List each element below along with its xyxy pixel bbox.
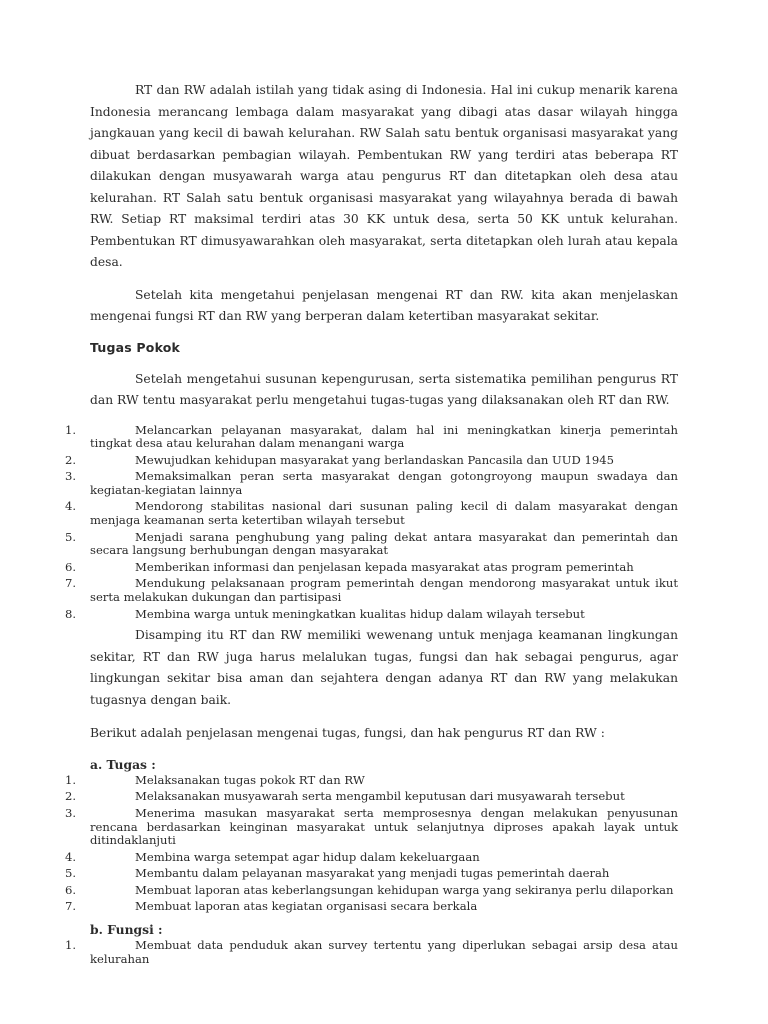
tugas-pokok-list xyxy=(0,424,678,622)
document-body xyxy=(65,80,678,969)
list-item: 2. Mewujudkan kehidupan masyarakat yang berlandaskan Pancasila dan UUD 1945 xyxy=(65,452,615,467)
list-item: 3. Menerima masukan masyarakat serta memprosesnya dengan melakukan penyusunan rencana berdasarkan keinginan masyarakat untuk selanjutnya diproses apakah layak untuk ditindaklanjuti xyxy=(65,805,678,848)
list-item: 1. Melancarkan pelayanan masyarakat, dalam hal ini meningkatkan kinerja pemerintah tingkat desa atau kelurahan dalam menangani warga xyxy=(65,422,678,451)
followup-paragraph: Setelah kita mengetahui penjelasan mengenai RT dan RW. kita akan menjelaskan mengenai fungsi RT dan RW yang berperan dalam ketertiban masyarakat sekitar. xyxy=(90,287,678,323)
list-item: 2. Melaksanakan musyawarah serta mengambil keputusan dari musyawarah tersebut xyxy=(65,789,625,804)
wewenang-paragraph: Disamping itu RT dan RW memiliki wewenang untuk menjaga keamanan lingkungan sekitar, RT dan RW juga harus melalukan tugas, fungsi dan hak sebagai pengurus, agar lingkungan sekitar bisa aman dan sejahtera dengan adanya RT dan RW yang melakukan tugasnya dengan baik. xyxy=(90,628,678,707)
intro-paragraph: RT dan RW adalah istilah yang tidak asing di Indonesia. Hal ini cukup menarik karena Indonesia merancang lembaga dalam masyarakat yang dibagi atas dasar wilayah hingga jangkauan yang kecil di bawah kelurahan. RW Salah satu bentuk organisasi masyarakat yang dibuat berdasarkan pembagian wilayah. Pembentukan RW yang terdiri atas beberapa RT dilakukan dengan musyawarah warga atau pengurus RT dan ditetapkan oleh desa atau kelurahan. RT Salah satu bentuk organisasi masyarakat yang wilayahnya berada di bawah RW. Setiap RT maksimal terdiri atas 30 KK untuk desa, serta 50 KK untuk kelurahan. Pembentukan RT dimusyawarahkan oleh masyarakat, serta ditetapkan oleh lurah atau kepala desa. xyxy=(90,83,678,269)
section-heading: Tugas Pokok xyxy=(90,339,181,355)
list-item: 7. Mendukung pelaksanaan program pemerintah dengan mendorong masyarakat untuk ikut serta melakukan dukungan dan partisipasi xyxy=(65,576,678,605)
list-item: 6. Membuat laporan atas keberlangsungan kehidupan warga yang sekiranya perlu dilaporkan xyxy=(65,882,674,897)
penjelasan-intro: Berikut adalah penjelasan mengenai tugas, fungsi, dan hak pengurus RT dan RW : xyxy=(90,726,605,741)
list-item: 7. Membuat laporan atas kegiatan organisasi secara berkala xyxy=(65,899,478,914)
list-item: 4. Membina warga setempat agar hidup dalam kekeluargaan xyxy=(65,849,480,864)
fungsi-label: b. Fungsi : xyxy=(90,922,163,938)
list-item: 3. Memaksimalkan peran serta masyarakat dengan gotongroyong maupun swadaya dan kegiatan-kegiatan lainnya xyxy=(65,469,678,497)
list-item: 5. Menjadi sarana penghubung yang paling dekat antara masyarakat dan pemerintah dan secara langsung berhubungan dengan masyarakat xyxy=(65,529,678,558)
list-item: 1. Melaksanakan tugas pokok RT dan RW xyxy=(65,772,365,787)
tugas-list xyxy=(0,774,678,914)
list-item: 6. Memberikan informasi dan penjelasan kepada masyarakat atas program pemerintah xyxy=(65,559,634,574)
list-item: 8. Membina warga untuk meningkatkan kualitas hidup dalam wilayah tersebut xyxy=(65,606,585,621)
list-item: 5. Membantu dalam pelayanan masyarakat yang menjadi tugas pemerintah daerah xyxy=(65,866,610,881)
tugas-pokok-intro: Setelah mengetahui susunan kepengurusan, serta sistematika pemilihan pengurus RT dan RW tentu masyarakat perlu mengetahui tugas-tugas yang dilaksanakan oleh RT dan RW. xyxy=(90,371,678,407)
list-item: 4. Mendorong stabilitas nasional dari susunan paling kecil di dalam masyarakat dengan menjaga keamanan serta ketertiban wilayah tersebut xyxy=(65,499,678,528)
fungsi-list xyxy=(0,939,678,966)
tugas-label: a. Tugas : xyxy=(90,756,156,772)
list-item: 1. Membuat data penduduk akan survey tertentu yang diperlukan sebagai arsip desa atau kelurahan xyxy=(65,938,678,966)
